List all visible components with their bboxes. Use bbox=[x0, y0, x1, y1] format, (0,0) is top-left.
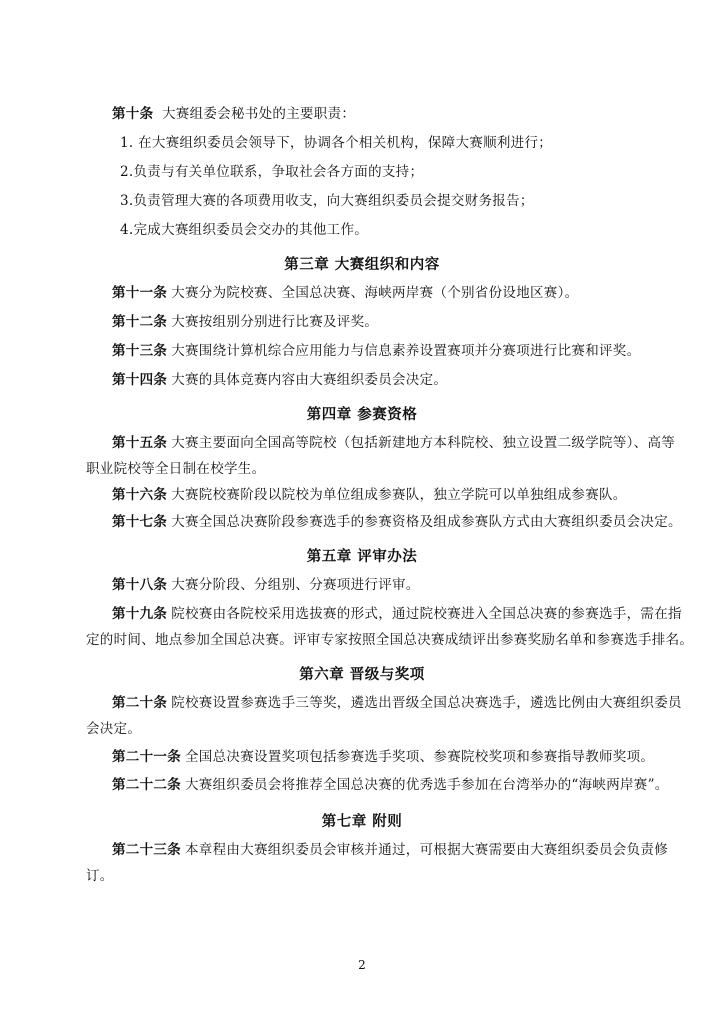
article-text: 大赛围绕计算机综合应用能力与信息素养设置赛项并分赛项进行比赛和评奖。 bbox=[171, 343, 641, 359]
article-19 bbox=[112, 604, 682, 624]
article-19-continued: 定的时间、地点参加全国总决赛。评审专家按照全国总决赛成绩评出参赛奖励名单和参赛选手排名。 bbox=[86, 632, 694, 648]
chapter-heading: 第四章 参赛资格 bbox=[306, 406, 418, 423]
article-number: 第十一条 bbox=[112, 285, 168, 301]
article-text: 大赛组委会秘书处的主要职责： bbox=[162, 106, 356, 122]
article-text: 大赛分为院校赛、全国总决赛、海峡两岸赛（个别省份设地区赛）。 bbox=[171, 285, 579, 301]
article-number: 第十条 bbox=[112, 106, 154, 122]
article-text: 院校赛由各院校采用选拔赛的形式，通过院校赛进入全国总决赛的参赛选手，需在指 bbox=[171, 606, 682, 622]
article-text: 大赛主要面向全国高等院校（包括新建地方本科院校、独立设置二级学院等）、高等 bbox=[171, 435, 676, 451]
article-text: 院校赛设置参赛选手三等奖，遴选出晋级全国总决赛选手，遴选比例由大赛组织委员 bbox=[171, 695, 682, 711]
article-number: 第十六条 bbox=[112, 487, 168, 503]
article-number: 第十三条 bbox=[112, 343, 168, 359]
article-text: 全国总决赛设置奖项包括参赛选手奖项、参赛院校奖项和参赛指导教师奖项。 bbox=[185, 749, 655, 765]
article-13 bbox=[112, 341, 672, 361]
list-item: 3.负责管理大赛的各项费用收支，向大赛组织委员会提交财务报告； bbox=[120, 193, 534, 209]
page-number: 2 bbox=[358, 958, 366, 972]
article-number: 第十九条 bbox=[112, 606, 168, 622]
article-12 bbox=[112, 312, 672, 332]
article-20 bbox=[112, 693, 682, 713]
article-text: 大赛组织委员会将推荐全国总决赛的优秀选手参加在台湾举办的“海峡两岸赛”。 bbox=[185, 777, 669, 793]
list-item: 1. 在大赛组织委员会领导下，协调各个相关机构，保障大赛顺利进行； bbox=[120, 135, 553, 151]
article-number: 第十二条 bbox=[112, 314, 168, 330]
article-21 bbox=[112, 747, 672, 767]
article-number: 第二十条 bbox=[112, 695, 168, 711]
article-number: 第十七条 bbox=[112, 514, 168, 530]
article-number: 第十五条 bbox=[112, 435, 168, 451]
article-number: 第二十一条 bbox=[112, 749, 181, 765]
article-number: 第二十三条 bbox=[112, 842, 181, 858]
article-text: 本章程由大赛组织委员会审核并通过，可根据大赛需要由大赛组织委员会负责修 bbox=[185, 842, 668, 858]
article-10 bbox=[112, 104, 672, 124]
article-text: 大赛的具体竞赛内容由大赛组织委员会决定。 bbox=[171, 372, 448, 388]
article-22 bbox=[112, 775, 672, 795]
article-text: 大赛按组别分别进行比赛及评奖。 bbox=[171, 314, 379, 330]
chapter-heading: 第六章 晋级与奖项 bbox=[299, 666, 425, 683]
article-text: 大赛全国总决赛阶段参赛选手的参赛资格及组成参赛队方式由大赛组织委员会决定。 bbox=[171, 514, 682, 530]
article-15-continued: 职业院校等全日制在校学生。 bbox=[86, 461, 266, 477]
article-20-continued: 会决定。 bbox=[86, 721, 142, 737]
article-23 bbox=[112, 840, 672, 860]
article-14 bbox=[112, 370, 672, 390]
article-text: 大赛分阶段、分组别、分赛项进行评审。 bbox=[171, 577, 420, 593]
article-number: 第十八条 bbox=[112, 577, 168, 593]
article-number: 第十四条 bbox=[112, 372, 168, 388]
list-item: 2.负责与有关单位联系，争取社会各方面的支持； bbox=[120, 164, 424, 180]
article-text: 大赛院校赛阶段以院校为单位组成参赛队，独立学院可以单独组成参赛队。 bbox=[171, 487, 627, 503]
list-item: 4.完成大赛组织委员会交办的其他工作。 bbox=[120, 222, 369, 238]
article-11 bbox=[112, 283, 672, 303]
article-15 bbox=[112, 433, 676, 453]
article-23-continued: 订。 bbox=[86, 868, 114, 884]
chapter-heading: 第七章 附则 bbox=[321, 813, 403, 830]
chapter-heading: 第五章 评审办法 bbox=[306, 548, 418, 565]
article-16 bbox=[112, 485, 672, 505]
article-17 bbox=[112, 512, 682, 532]
chapter-heading: 第三章 大赛组织和内容 bbox=[284, 256, 440, 273]
article-18 bbox=[112, 575, 672, 595]
article-number: 第二十二条 bbox=[112, 777, 181, 793]
